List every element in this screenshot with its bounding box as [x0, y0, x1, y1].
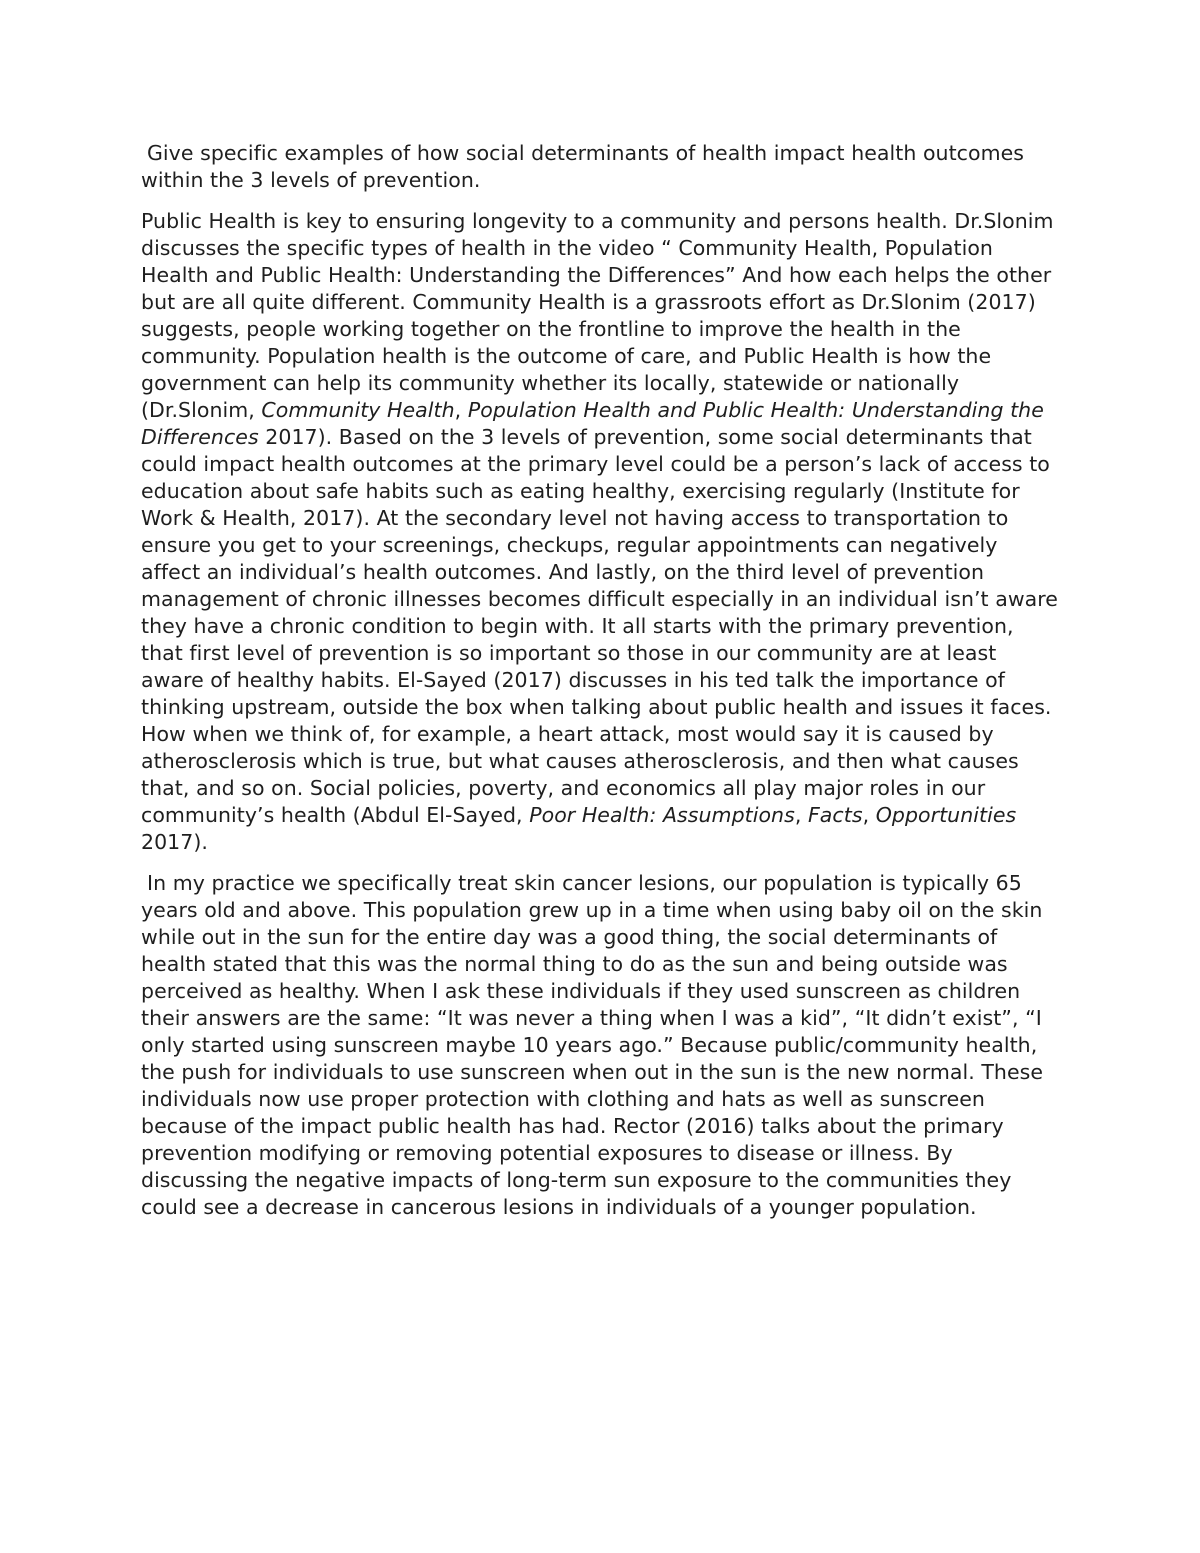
paragraph-text: Public Health is key to ensuring longevity to a community and persons health. Dr.Slonim discusses the specific types of health in the video “ Community Health, Population Health and Public Health: Understanding the Differences” And how each helps the other but are all quite different. Community Health is a grassroots effort as Dr.Slonim (2017) suggests, people working together on the frontline to improve the health in the community. Population health is the outcome of care, and Public Health is how the government can help its community whether its locally, statewide or nationally (Dr.Slonim, — [141, 209, 1054, 422]
paragraph-text: , — [862, 803, 876, 827]
paragraph-text: 2017). — [141, 830, 208, 854]
document-body — [141, 140, 1061, 1235]
paragraph-text: 2017). Based on the 3 levels of prevention, some social determinants that could impact health outcomes at the primary level could be a person’s lack of access to education about safe habits such as eating healthy, exercising regularly (Institute for Work & Health, 2017). At the secondary level not having access to transportation to ensure you get to your screenings, checkups, regular appointments can negatively affect an individual’s health outcomes. And lastly, on the third level of prevention management of chronic illnesses becomes difficult especially in an individual isn’t aware they have a chronic condition to begin with. It all starts with the primary prevention, that first level of prevention is so important so those in our community are at least aware of healthy habits. El-Sayed (2017) discusses in his ted talk the importance of thinking upstream, outside the box when talking about public health and issues it faces. How when we think of, for example, a heart attack, most would say it is caused by atherosclerosis which is true, but what causes atherosclerosis, and then what causes that, and so on. Social policies, poverty, and economics all play major roles in our community’s health (Abdul El-Sayed, — [141, 425, 1058, 827]
italic-title-facts: Facts — [807, 803, 863, 827]
italic-title-population-health: Population Health and Public Health: Understanding the Differences — [141, 398, 1044, 449]
question-paragraph: Give specific examples of how social determinants of health impact health outcomes within the 3 levels of prevention. — [141, 141, 1025, 192]
body-paragraph-1 — [141, 208, 1061, 856]
paragraph-text: , — [794, 803, 808, 827]
italic-title-poor-health: Poor Health: Assumptions — [529, 803, 795, 827]
italic-title-opportunities: Opportunities — [875, 803, 1017, 827]
italic-title-community-health: Community Health — [261, 398, 455, 422]
body-paragraph-2: In my practice we specifically treat skin cancer lesions, our population is typically 65 years old and above. This population grew up in a time when using baby oil on the skin while out in the sun for the entire day was a good thing, the social determinants of health stated that this was the normal thing to do as the sun and being outside was perceived as healthy. When I ask these individuals if they used sunscreen as children their answers are the same: “It was never a thing when I was a kid”, “It didn’t exist”, “I only started using sunscreen maybe 10 years ago.” Because public/community health, the push for individuals to use sunscreen when out in the sun is the new normal. These individuals now use proper protection with clothing and hats as well as sunscreen because of the impact public health has had. Rector (2016) talks about the primary prevention modifying or removing potential exposures to disease or illness. By discussing the negative impacts of long-term sun exposure to the communities they could see a decrease in cancerous lesions in individuals of a younger population. — [141, 871, 1044, 1219]
paragraph-text: , — [454, 398, 468, 422]
